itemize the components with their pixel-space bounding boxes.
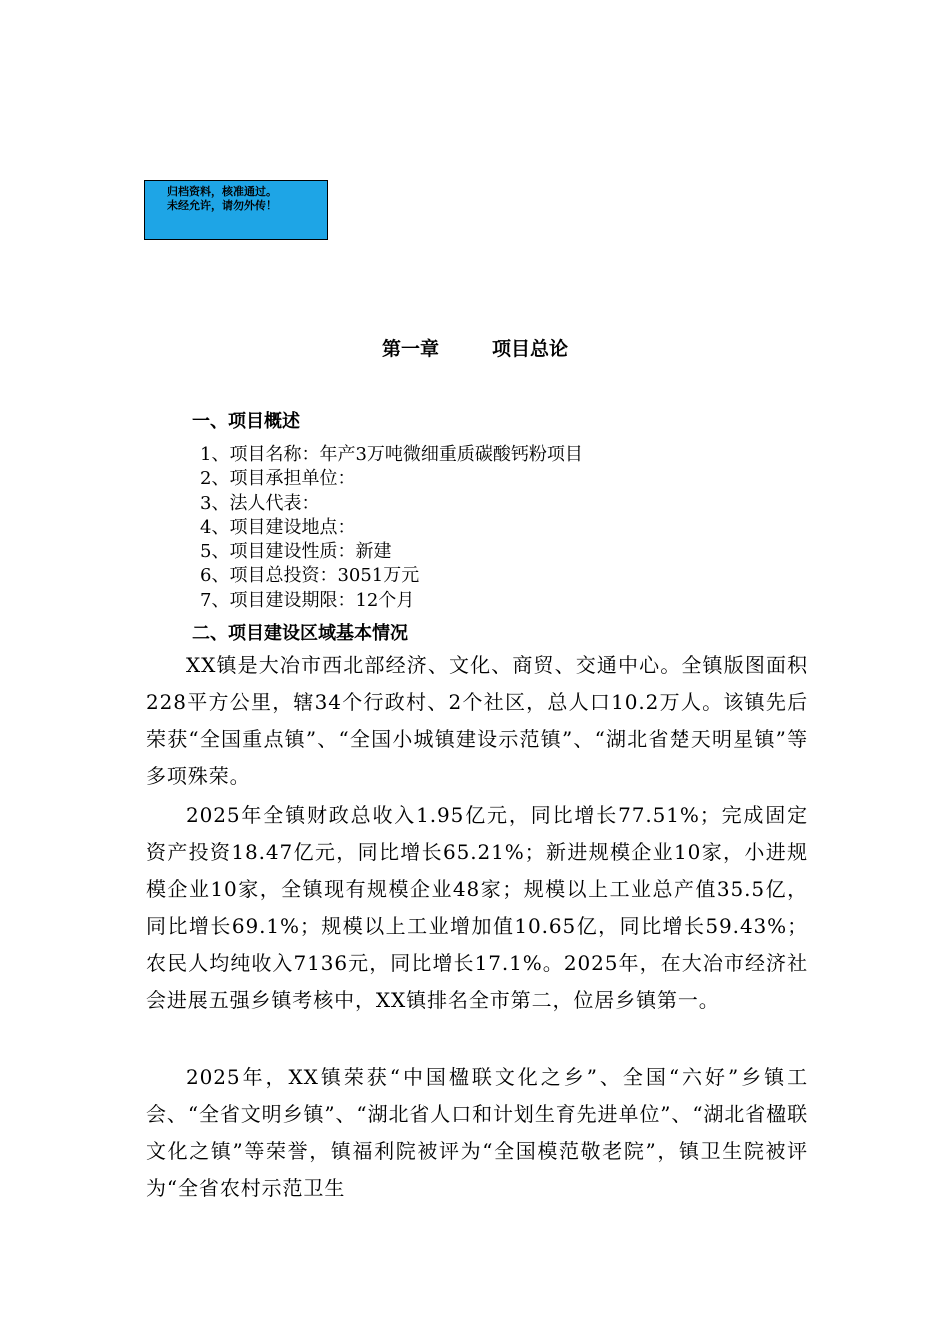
list-item-undertaking-unit: 2、项目承担单位：	[200, 468, 356, 490]
paragraph-honors: 2025年，XX镇荣获“中国楹联文化之乡”、全国“六好”乡镇工会、“全省文明乡镇”、“湖北省人口和计划生育先进单位”、“湖北省楹联文化之镇”等荣誉，镇福利院被评为“全国模范敬老院”，镇卫生院被评为“全省农村示范卫生	[146, 1065, 808, 1200]
list-item-construction-nature: 5、项目建设性质：新建	[200, 541, 392, 563]
list-item-total-investment: 6、项目总投资：3051万元	[200, 565, 420, 587]
paragraph-town-overview: XX镇是大冶市西北部经济、文化、商贸、交通中心。全镇版图面积228平方公里，辖34个行政村、2个社区，总人口10.2万人。该镇先后荣获“全国重点镇”、“全国小城镇建设示范镇”、“湖北省楚天明星镇”等多项殊荣。	[146, 653, 808, 788]
section-heading-region: 二、项目建设区域基本情况	[192, 623, 408, 644]
stamp-line-2: 未经允许，请勿外传！	[167, 199, 277, 212]
project-info-list	[200, 443, 583, 613]
archive-stamp	[144, 180, 328, 240]
list-item-legal-representative: 3、法人代表：	[200, 492, 320, 514]
stamp-line-1: 归档资料，核准通过。	[167, 185, 277, 198]
section-heading-overview: 一、项目概述	[192, 411, 300, 432]
paragraph-economic-indicators: 2025年全镇财政总收入1.95亿元，同比增长77.51%；完成固定资产投资18.47亿元，同比增长65.21%；新进规模企业10家，小进规模企业10家，全镇现有规模企业48家；规模以上工业总产值35.5亿，同比增长69.1%；规模以上工业增加值10.65亿，同比增长59.43%；农民人均纯收入7136元，同比增长17.1%。2025年，在大冶市经济社会进展五强乡镇考核中，XX镇排名全市第二，位居乡镇第一。	[146, 803, 808, 1012]
list-item-construction-period: 7、项目建设期限：12个月	[200, 589, 415, 611]
list-item-construction-site: 4、项目建设地点：	[200, 516, 356, 538]
chapter-title: 第一章 项目总论	[382, 338, 568, 360]
list-item-project-name: 1、项目名称：年产3万吨微细重质碳酸钙粉项目	[200, 444, 583, 465]
